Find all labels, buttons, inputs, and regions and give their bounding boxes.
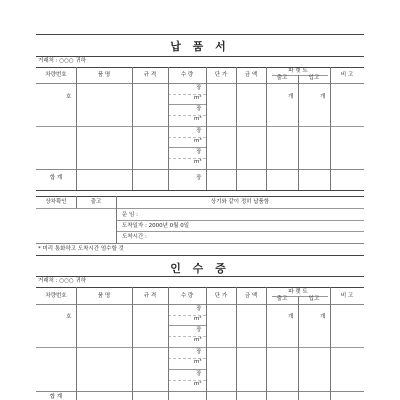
receipt-gae-out: 개 [288, 314, 294, 320]
header-amount: 금 액 [244, 72, 258, 78]
delivery-total-unit: 장 [196, 175, 202, 181]
delivery-gae-out: 개 [288, 94, 294, 100]
header-item: 품 명 [97, 72, 111, 78]
r-header-spec: 규 격 [143, 293, 157, 299]
unit-6: m³ [194, 138, 202, 144]
header-spec: 규 격 [143, 72, 157, 78]
top-border [36, 34, 364, 35]
header-border [36, 83, 364, 84]
confirm-label: 상차확인 [45, 199, 67, 205]
r-unit-6: m³ [194, 359, 202, 365]
arrival-time: 도착시간 : [122, 234, 147, 240]
receipt-client: 거래처 : ○○○ 귀하 [38, 278, 87, 284]
header-vehicle: 차량번호 [45, 72, 67, 78]
r-unit-8: m² [194, 381, 202, 387]
r-unit-7: 장 [196, 371, 202, 377]
r-header-vehicle: 차량번호 [45, 293, 67, 299]
unit-7: 장 [196, 149, 202, 155]
receipt-total: 합 계 [49, 394, 63, 400]
title-border [36, 56, 364, 57]
arrival-date: 도착일자 : 2000년 0월 0일 [122, 223, 190, 229]
r-unit-3: 장 [196, 327, 202, 333]
unit-4: m³ [194, 116, 202, 122]
r-unit-4: m³ [194, 337, 202, 343]
r-header-amount: 금 액 [244, 293, 258, 299]
statement-text: 상기와 같이 정히 납품함 [210, 199, 270, 205]
release-label: 출고 [90, 199, 102, 205]
r-header-out: 출고 [276, 296, 288, 302]
header-price: 단 가 [214, 72, 228, 78]
header-note: 비 고 [340, 72, 354, 78]
unit-5: 장 [196, 128, 202, 134]
driver-label: 운 임 : [122, 212, 138, 218]
r-header-pallet: 파 렛 트 [288, 289, 308, 295]
r-unit-5: 장 [196, 349, 202, 355]
header-in: 입고 [308, 75, 320, 81]
r-header-item: 품 명 [97, 293, 111, 299]
r-header-qty: 수 량 [180, 293, 194, 299]
r-header-in: 입고 [308, 296, 320, 302]
delivery-client: 거래처 : ○○○ 귀하 [38, 58, 87, 64]
receipt-gae-in: 개 [320, 314, 326, 320]
header-out: 출고 [276, 75, 288, 81]
unit-1: 장 [196, 85, 202, 91]
r-header-price: 단 가 [214, 293, 228, 299]
delivery-ho: 호 [66, 94, 72, 100]
delivery-title: 납 품 서 [170, 40, 230, 53]
receipt-title: 인 수 증 [170, 262, 230, 275]
receipt-ho: 호 [66, 314, 72, 320]
r-unit-2: m² [194, 316, 202, 322]
unit-8: m³ [194, 159, 202, 165]
unit-3: 장 [196, 106, 202, 112]
header-pallet: 파 렛 트 [288, 68, 308, 74]
r-header-note: 비 고 [340, 293, 354, 299]
unit-2: m² [194, 95, 202, 101]
delivery-gae-in: 개 [320, 94, 326, 100]
header-qty: 수 량 [180, 72, 194, 78]
notice-text: * 미리 통화하고 도착시간 엄수할 것 [38, 246, 124, 252]
delivery-total: 합 계 [49, 175, 63, 181]
r-unit-1: 장 [196, 306, 202, 312]
